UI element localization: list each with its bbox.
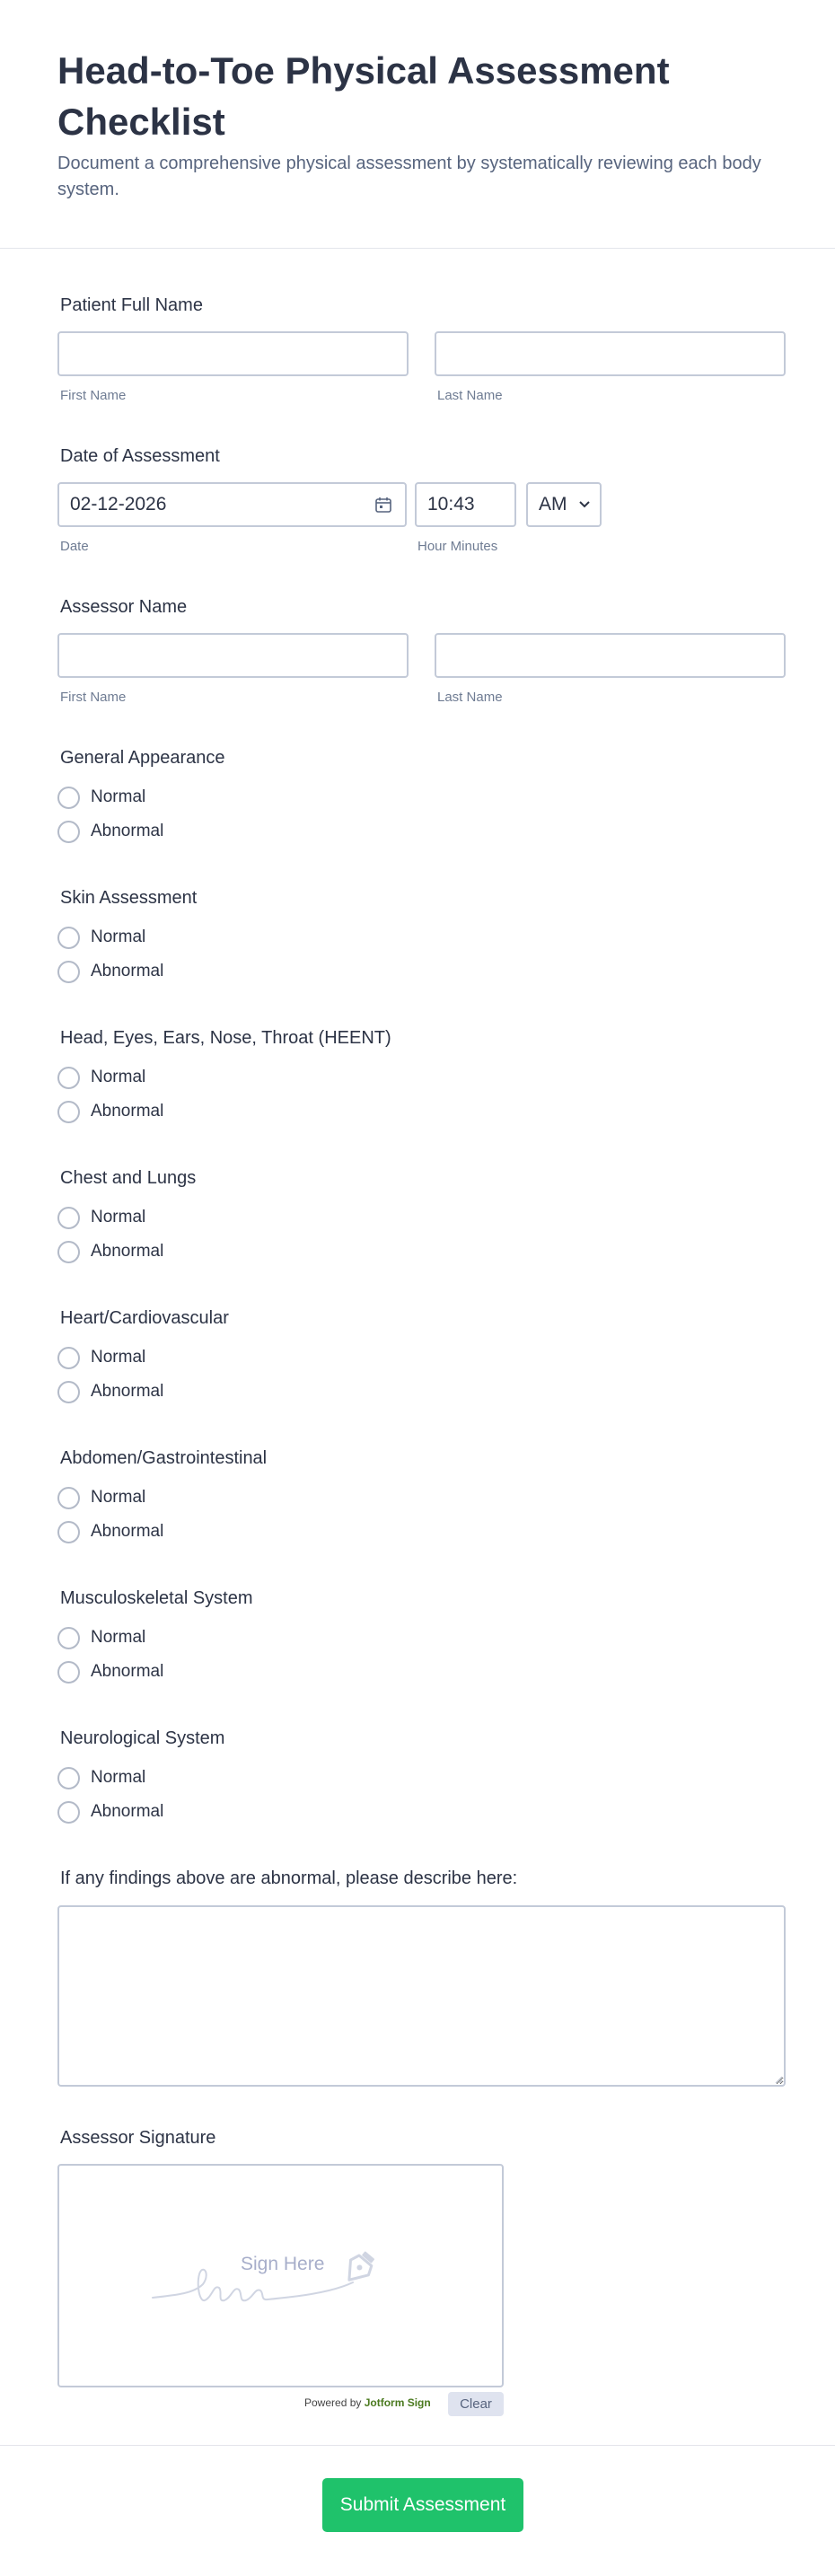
form-title: Head-to-Toe Physical Assessment Checklist [57,49,670,143]
radio-label: Abnormal [91,1802,164,1821]
assessor-last-name-sublabel: Last Name [437,690,503,705]
patient-name-label: Patient Full Name [60,295,203,315]
radio-label: Abnormal [91,962,164,980]
assessment-label: Skin Assessment [60,888,198,908]
assessor-first-name-sublabel: First Name [60,690,127,705]
radio-option[interactable] [57,1764,145,1791]
radio-button[interactable] [57,1347,80,1369]
radio-label: Normal [91,1628,146,1647]
chevron-down-icon [578,499,591,510]
radio-button[interactable] [57,1767,80,1789]
date-of-assessment-label: Date of Assessment [60,446,220,466]
assessment-group [57,1166,786,1265]
radio-button[interactable] [57,1101,80,1123]
radio-option[interactable] [57,1658,163,1685]
time-value: 10:43 [427,494,475,514]
assessment-label: Head, Eyes, Ears, Nose, Throat (HEENT) [60,1028,391,1048]
radio-option[interactable] [57,1098,163,1125]
signature-pad[interactable] [57,2164,504,2387]
radio-label: Abnormal [91,1662,164,1681]
radio-option[interactable] [57,924,145,951]
signature-field [57,2126,786,2150]
assessor-name-field [57,595,786,712]
radio-label: Normal [91,928,146,946]
findings-textarea[interactable] [57,1905,786,2087]
assessor-first-name-input[interactable] [57,633,409,678]
ampm-value: AM [539,494,567,514]
radio-button[interactable] [57,1067,80,1089]
radio-label: Normal [91,1068,146,1086]
radio-button[interactable] [57,1801,80,1824]
radio-label: Normal [91,1348,146,1367]
radio-option[interactable] [57,784,145,811]
assessor-last-name-input[interactable] [435,633,786,678]
radio-button[interactable] [57,1381,80,1403]
patient-first-name-sublabel: First Name [60,388,127,403]
assessment-label: Abdomen/Gastrointestinal [60,1448,268,1468]
radio-option[interactable] [57,1484,145,1511]
assessment-label: Chest and Lungs [60,1168,197,1188]
assessment-group [57,1446,786,1545]
date-input[interactable] [57,482,407,527]
radio-option[interactable] [57,1238,163,1265]
submit-assessment-button[interactable]: Submit Assessment [322,2478,523,2532]
signature-label: Assessor Signature [60,2128,216,2148]
radio-option[interactable] [57,1518,163,1545]
calendar-icon[interactable] [374,496,392,514]
powered-by-text [304,2396,431,2409]
signature-placeholder: Sign Here [241,2254,325,2274]
patient-last-name-sublabel: Last Name [437,388,503,403]
time-sublabel: Hour Minutes [418,539,498,554]
radio-button[interactable] [57,927,80,949]
radio-button[interactable] [57,821,80,843]
date-of-assessment-field [57,444,786,561]
assessment-label: Musculoskeletal System [60,1588,253,1608]
assessment-label: General Appearance [60,748,225,768]
radio-button[interactable] [57,1241,80,1263]
radio-label: Abnormal [91,1382,164,1401]
patient-name-field [57,294,786,410]
radio-option[interactable] [57,1378,163,1405]
assessment-group [57,886,786,985]
radio-option[interactable] [57,1624,145,1651]
assessment-group [57,1026,786,1125]
date-sublabel: Date [60,539,89,554]
resize-grip-icon[interactable] [774,2075,783,2084]
assessment-label: Neurological System [60,1728,225,1748]
radio-button[interactable] [57,1487,80,1509]
time-input[interactable] [415,482,516,527]
radio-label: Normal [91,1488,146,1507]
radio-label: Normal [91,1208,146,1226]
radio-option[interactable] [57,1344,145,1371]
radio-option[interactable] [57,1798,163,1825]
radio-button[interactable] [57,787,80,809]
assessment-group [57,1306,786,1405]
footer-divider [0,2445,835,2446]
assessor-name-label: Assessor Name [60,597,188,617]
form-subtitle: Document a comprehensive physical assessment by systematically reviewing each body system. [57,154,761,199]
radio-option[interactable] [57,1204,145,1231]
date-value: 02-12-2026 [70,494,167,514]
clear-signature-button[interactable]: Clear [448,2392,504,2416]
assessment-group [57,1727,786,1825]
jotform-sign-link[interactable]: Jotform Sign [364,2396,431,2409]
radio-button[interactable] [57,1661,80,1684]
radio-option[interactable] [57,1064,145,1091]
patient-first-name-input[interactable] [57,331,409,376]
radio-button[interactable] [57,961,80,983]
assessment-group [57,1587,786,1685]
ampm-select[interactable] [526,482,602,527]
findings-label: If any findings above are abnormal, please describe here: [60,1868,518,1888]
form-header [0,0,835,249]
radio-button[interactable] [57,1627,80,1649]
findings-field [57,1867,786,1890]
powered-by-label: Powered by [304,2396,362,2409]
radio-label: Normal [91,787,146,806]
radio-button[interactable] [57,1207,80,1229]
radio-label: Abnormal [91,1242,164,1261]
patient-last-name-input[interactable] [435,331,786,376]
pen-nib-icon [340,2248,379,2288]
radio-label: Abnormal [91,1102,164,1121]
radio-label: Abnormal [91,822,164,840]
radio-button[interactable] [57,1521,80,1543]
assessment-group [57,746,786,845]
radio-label: Abnormal [91,1522,164,1541]
assessment-label: Heart/Cardiovascular [60,1308,229,1328]
radio-label: Normal [91,1768,146,1787]
radio-option[interactable] [57,958,163,985]
radio-option[interactable] [57,818,163,845]
